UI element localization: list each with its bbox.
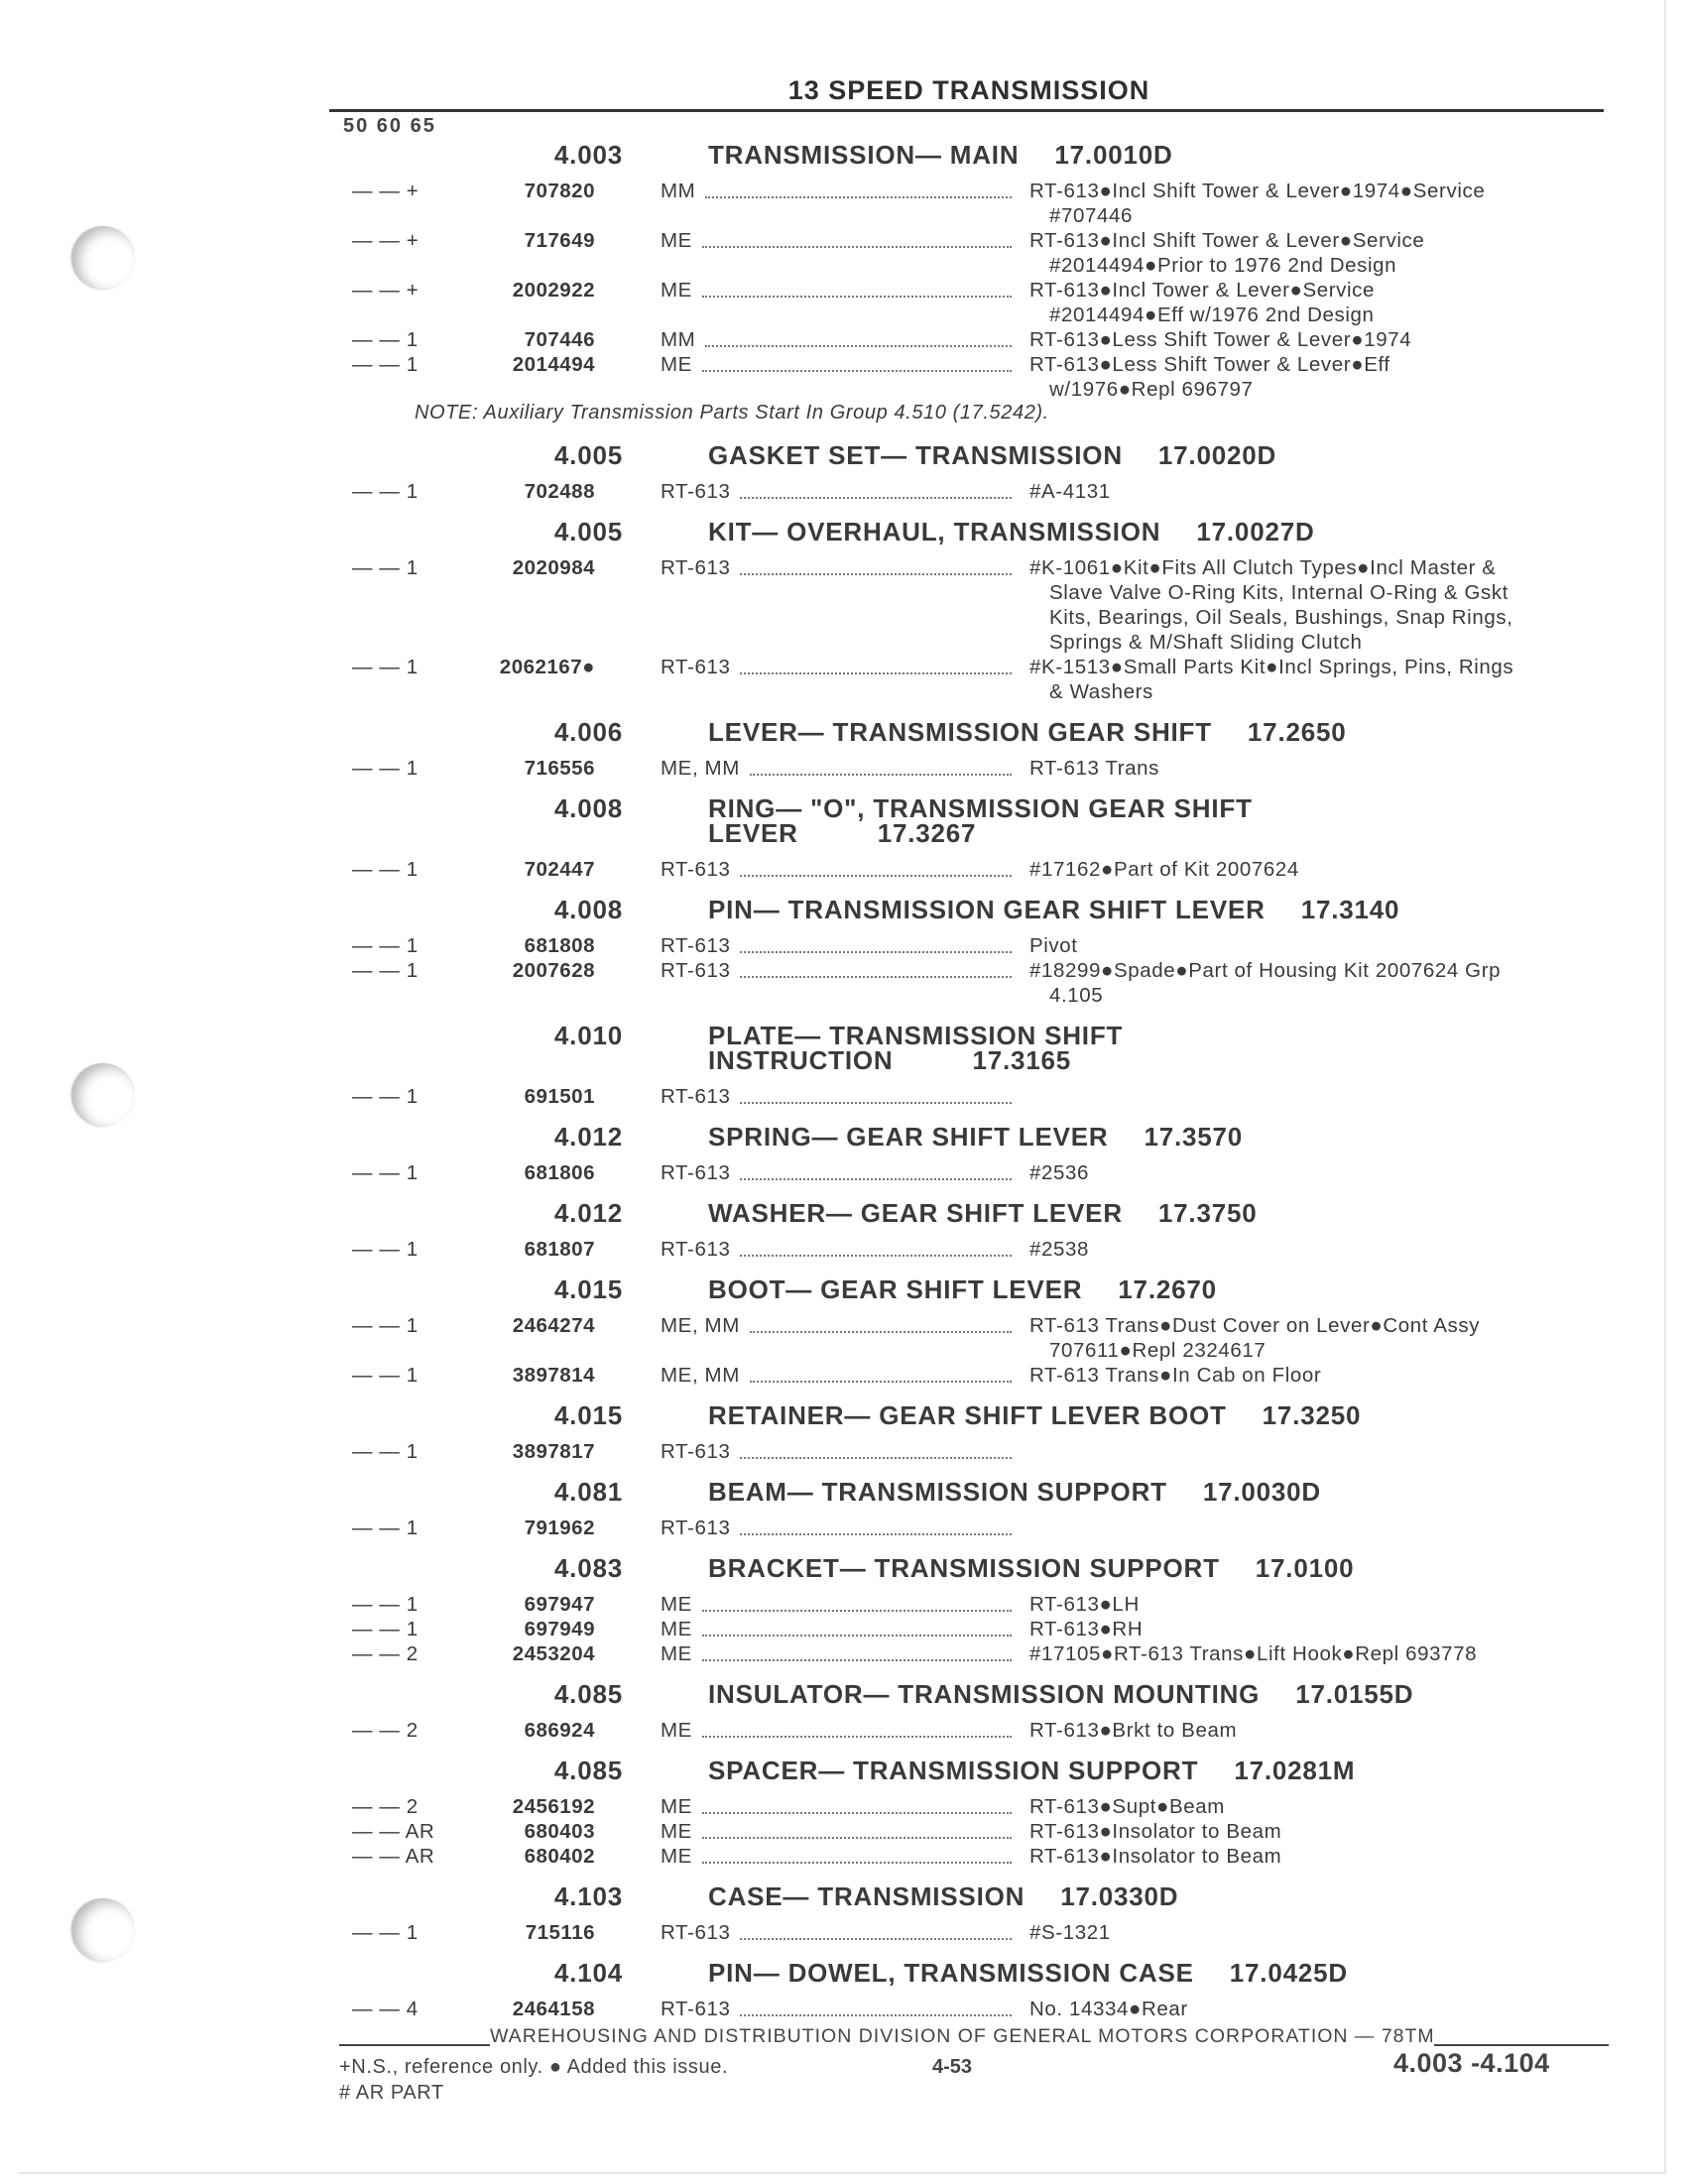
section-title-text: INSTRUCTION [708,1045,894,1075]
description-line: RT-613●Incl Tower & Lever●Service [1029,279,1376,302]
part-number: 716556 [524,757,595,780]
model-code: ME [661,1618,692,1640]
model-year-columns: 50 60 65 [343,115,436,137]
description-line: #2014494●Prior to 1976 2nd Design [1049,254,1397,277]
model-code: RT-613 [661,556,731,579]
dot-leader [702,1617,1012,1637]
description [1029,555,1615,655]
part-number: 707446 [524,328,595,351]
model-code: RT-613 [661,1998,731,2020]
section-title-text: WASHER— GEAR SHIFT LEVER [708,1198,1123,1228]
description [1029,479,1615,504]
dot-leader [750,1313,1012,1333]
description [1029,958,1615,1008]
description-line: RT-613●LH [1029,1593,1140,1616]
description-line: RT-613●Incl Shift Tower & Lever●1974●Service [1029,180,1486,202]
model-code: RT-613 [661,1517,731,1539]
model-code: ME, MM [661,1314,740,1337]
part-number: 2007628 [512,959,595,982]
dot-leader [740,655,1012,674]
description-line: Kits, Bearings, Oil Seals, Bushings, Snap Rings, [1049,606,1513,629]
section-code: 17.3267 [877,818,977,848]
quantity: — — 2 [352,1719,419,1742]
model-code: MM [661,180,696,202]
description-line: RT-613●Insolator to Beam [1029,1820,1282,1843]
section-title [708,895,1400,924]
section-code: 17.0281M [1234,1756,1356,1785]
section-title [708,1881,1179,1911]
section-title-text: BRACKET— TRANSMISSION SUPPORT [708,1553,1220,1583]
header-rule [329,109,1604,112]
section-code: 17.2650 [1247,717,1347,747]
footer-rule-right [1434,2044,1609,2046]
model-code: ME, MM [661,1364,740,1387]
model-code: ME [661,1642,692,1665]
group-number: 4.003 [553,140,623,170]
group-number: 4.012 [553,1198,623,1228]
part-number: 681808 [524,934,595,957]
model-code: RT-613 [661,480,731,503]
section-title-text: RING— "O", TRANSMISSION GEAR SHIFT [708,793,1253,823]
section-title-cont [708,1045,1072,1075]
quantity: — — 1 [352,556,419,579]
punch-hole [71,226,135,290]
description-line: RT-613●Supt●Beam [1029,1795,1225,1818]
quantity: — — + [352,229,420,252]
section-code: 17.3750 [1157,1198,1258,1228]
section-title-text: PIN— DOWEL, TRANSMISSION CASE [708,1958,1194,1988]
dot-leader [740,933,1012,953]
footer-legend [339,2054,728,2106]
legend-line: +N.S., reference only. ● Added this issue. [339,2056,729,2078]
section-title-text: BEAM— TRANSMISSION SUPPORT [708,1477,1167,1507]
dot-leader [740,1516,1012,1535]
group-number: 4.012 [553,1122,623,1152]
part-number: 2002922 [512,279,595,302]
part-number: 791962 [524,1517,595,1539]
description [1029,1819,1615,1844]
section-title-text: KIT— OVERHAUL, TRANSMISSION [708,517,1161,546]
group-number: 4.015 [553,1400,623,1430]
dot-leader [702,1718,1012,1738]
description-line: & Washers [1049,680,1153,703]
group-number: 4.010 [553,1021,623,1050]
dot-leader [740,958,1012,978]
model-code: MM [661,328,696,351]
description-line: RT-613●Less Shift Tower & Lever●1974 [1029,328,1412,351]
section-code: 17.0155D [1295,1679,1414,1709]
part-number: 697949 [524,1618,595,1640]
section-title-cont [708,818,977,848]
description-line: RT-613 Trans●Dust Cover on Lever●Cont Assy [1029,1314,1481,1337]
group-number: 4.008 [553,895,623,924]
quantity: — — 1 [352,1085,419,1108]
section-title-text: PLATE— TRANSMISSION SHIFT [708,1021,1124,1050]
part-number: 702447 [524,858,595,881]
section-title-text: SPACER— TRANSMISSION SUPPORT [708,1756,1199,1785]
description [1029,228,1615,278]
description [1029,857,1615,882]
section-title-text: BOOT— GEAR SHIFT LEVER [708,1274,1083,1304]
dot-leader [705,327,1012,347]
description-line: #A-4131 [1029,480,1111,503]
section-title-text: INSULATOR— TRANSMISSION MOUNTING [708,1679,1261,1709]
description-line: 707611●Repl 2324617 [1049,1339,1267,1362]
part-number: 691501 [524,1085,595,1108]
quantity: — — AR [352,1820,435,1843]
group-number: 4.104 [553,1958,623,1988]
section-code: 17.2670 [1118,1274,1217,1304]
quantity: — — 1 [352,934,419,957]
description [1029,1920,1615,1945]
section-title-text: CASE— TRANSMISSION [708,1881,1025,1911]
description [1029,1718,1615,1743]
description [1029,1844,1615,1869]
part-number: 715116 [525,1921,595,1944]
quantity: — — 1 [352,1314,419,1337]
punch-hole [71,1063,135,1127]
page-number: 4-53 [932,2056,973,2078]
part-number: 2464158 [512,1998,595,2020]
legend-line: # AR PART [339,2082,444,2104]
dot-leader [702,1592,1012,1612]
section-title-text: PIN— TRANSMISSION GEAR SHIFT LEVER [708,895,1266,924]
model-code: ME [661,229,692,252]
description-line: #2536 [1029,1161,1090,1184]
model-code: ME [661,1593,692,1616]
section-code: 17.0010D [1054,140,1173,170]
quantity: — — + [352,279,420,302]
description [1029,179,1615,228]
punch-hole [71,1898,135,1962]
section-code: 17.0020D [1157,440,1277,470]
description-line: No. 14334●Rear [1029,1998,1188,2020]
dot-leader [740,1439,1012,1459]
description [1029,1363,1615,1388]
part-number: 2014494 [512,353,595,376]
group-number: 4.008 [553,793,623,823]
description [1029,1592,1615,1617]
description-line: RT-613●Less Shift Tower & Lever●Eff [1029,353,1390,376]
model-code: RT-613 [661,1085,731,1108]
model-code: RT-613 [661,1440,731,1463]
part-number: 681806 [524,1161,595,1184]
description [1029,352,1615,402]
part-number: 3897814 [512,1364,595,1387]
model-code: ME [661,1719,692,1742]
model-code: RT-613 [661,858,731,881]
group-number: 4.081 [553,1477,623,1507]
section-code: 17.3165 [972,1045,1072,1075]
group-number: 4.015 [553,1274,623,1304]
part-number: 702488 [524,480,595,503]
section-title-text: GASKET SET— TRANSMISSION [708,440,1123,470]
model-code: ME [661,1845,692,1868]
part-number: 707820 [524,180,595,202]
description [1029,1617,1615,1641]
section-code: 17.0100 [1255,1553,1355,1583]
section-title [708,1679,1414,1709]
section-title-text: TRANSMISSION— MAIN [708,140,1020,170]
part-number: 681807 [524,1238,595,1261]
quantity: — — 1 [352,480,419,503]
group-number: 4.085 [553,1756,623,1785]
quantity: — — 1 [352,1921,419,1944]
section-title [708,1477,1321,1507]
part-number: 3897817 [512,1440,595,1463]
section-title-text: LEVER [708,818,798,848]
description-line: RT-613 Trans [1029,757,1160,780]
quantity: — — 1 [352,1161,419,1184]
quantity: — — 1 [352,328,419,351]
part-number: 680402 [524,1845,595,1868]
description-line: #2538 [1029,1238,1090,1261]
description-line: #707446 [1049,204,1134,227]
description-line: #K-1513●Small Parts Kit●Incl Springs, Pins, Rings [1029,656,1514,678]
part-number: 717649 [524,229,595,252]
group-range: 4.003 -4.104 [1393,2048,1550,2078]
model-code: ME, MM [661,757,740,780]
quantity: — — 1 [352,1618,419,1640]
section-title [708,140,1173,170]
quantity: — — 1 [352,656,419,678]
model-code: RT-613 [661,1921,731,1944]
description-line: #2014494●Eff w/1976 2nd Design [1049,303,1375,326]
quantity: — — 4 [352,1998,419,2020]
description-line: RT-613●Brkt to Beam [1029,1719,1238,1742]
model-code: RT-613 [661,959,731,982]
model-code: RT-613 [661,656,731,678]
description-line: #S-1321 [1029,1921,1111,1944]
dot-leader [702,1844,1012,1864]
part-number: 680403 [524,1820,595,1843]
description-line: RT-613 Trans●In Cab on Floor [1029,1364,1322,1387]
description-line: #K-1061●Kit●Fits All Clutch Types●Incl Master & [1029,556,1497,579]
quantity: — — 1 [352,353,419,376]
dot-leader [740,1997,1012,2016]
section-title [708,1122,1244,1152]
description [1029,1641,1615,1666]
part-number: 2456192 [512,1795,595,1818]
section-title [708,717,1347,747]
section-title [708,1198,1258,1228]
description [1029,756,1615,781]
footer-rule-left [339,2044,490,2046]
description [1029,1794,1615,1819]
model-code: RT-613 [661,1161,731,1184]
section-code: 17.0030D [1202,1477,1321,1507]
description-line: Pivot [1029,934,1078,957]
dot-leader [740,1084,1012,1104]
dot-leader [740,1920,1012,1940]
section-title [708,1274,1217,1304]
description [1029,655,1615,704]
part-number: 686924 [524,1719,595,1742]
description [1029,1160,1615,1185]
description-line: RT-613●Insolator to Beam [1029,1845,1282,1868]
group-number: 4.083 [553,1553,623,1583]
section-title-text: SPRING— GEAR SHIFT LEVER [708,1122,1109,1152]
section-title [708,1958,1348,1988]
dot-leader [705,179,1012,198]
description-line: #17162●Part of Kit 2007624 [1029,858,1299,881]
quantity: — — 1 [352,1440,419,1463]
dot-leader [702,1794,1012,1814]
description [1029,327,1615,352]
model-code: RT-613 [661,934,731,957]
dot-leader [702,1641,1012,1661]
quantity: — — 1 [352,1593,419,1616]
section-title [708,1553,1355,1583]
model-code: RT-613 [661,1238,731,1261]
dot-leader [702,1819,1012,1839]
dot-leader [740,1237,1012,1257]
quantity: — — 1 [352,1517,419,1539]
model-code: ME [661,279,692,302]
section-code: 17.3250 [1262,1400,1362,1430]
footer-division: WAREHOUSING AND DISTRIBUTION DIVISION OF GENERAL MOTORS CORPORATION — 78TM [490,2025,1435,2047]
description-line: Springs & M/Shaft Sliding Clutch [1049,631,1363,654]
group-number: 4.006 [553,717,623,747]
section-title-text: RETAINER— GEAR SHIFT LEVER BOOT [708,1400,1227,1430]
section-code: 17.0330D [1060,1881,1179,1911]
dot-leader [702,278,1012,298]
quantity: — — 1 [352,757,419,780]
description-line: RT-613●Incl Shift Tower & Lever●Service [1029,229,1425,252]
quantity: — — 1 [352,1364,419,1387]
description [1029,1997,1615,2021]
quantity: — — + [352,180,420,202]
description-line: #18299●Spade●Part of Housing Kit 2007624 Grp [1029,959,1502,982]
quantity: — — 1 [352,858,419,881]
section-title [708,1400,1362,1430]
description-line: Slave Valve O-Ring Kits, Internal O-Ring & Gskt [1049,581,1509,604]
section-code: 17.0027D [1196,517,1315,546]
description-line: #17105●RT-613 Trans●Lift Hook●Repl 693778 [1029,1642,1478,1665]
section-title-text: LEVER— TRANSMISSION GEAR SHIFT [708,717,1212,747]
group-number: 4.103 [553,1881,623,1911]
dot-leader [750,756,1012,776]
quantity: — — 1 [352,959,419,982]
description [1029,278,1615,327]
model-code: ME [661,1795,692,1818]
description [1029,933,1615,958]
page-title: 13 SPEED TRANSMISSION [787,75,1150,105]
section-title [708,440,1277,470]
model-code: ME [661,1820,692,1843]
section-title [708,1756,1356,1785]
part-number: 2464274 [512,1314,595,1337]
dot-leader [702,352,1012,372]
dot-leader [740,555,1012,575]
quantity: — — 1 [352,1238,419,1261]
quantity: — — AR [352,1845,435,1868]
dot-leader [740,479,1012,499]
quantity: — — 2 [352,1642,419,1665]
model-code: ME [661,353,692,376]
description-line: 4.105 [1049,984,1104,1007]
part-number: 2453204 [512,1642,595,1665]
note: NOTE: Auxiliary Transmission Parts Start In Group 4.510 (17.5242). [415,402,1049,424]
dot-leader [740,857,1012,877]
dot-leader [740,1160,1012,1180]
quantity: — — 2 [352,1795,419,1818]
group-number: 4.005 [553,517,623,546]
part-number: 697947 [524,1593,595,1616]
section-code: 17.3140 [1300,895,1400,924]
dot-leader [750,1363,1012,1383]
section-code: 17.0425D [1229,1958,1348,1988]
section-title [708,517,1315,546]
group-number: 4.005 [553,440,623,470]
group-number: 4.085 [553,1679,623,1709]
dot-leader [702,228,1012,248]
description [1029,1313,1615,1363]
section-code: 17.3570 [1144,1122,1244,1152]
description-line: w/1976●Repl 696797 [1049,378,1254,401]
description [1029,1237,1615,1262]
part-number: 2062167● [499,656,595,678]
part-number: 2020984 [512,556,595,579]
description-line: RT-613●RH [1029,1618,1144,1640]
